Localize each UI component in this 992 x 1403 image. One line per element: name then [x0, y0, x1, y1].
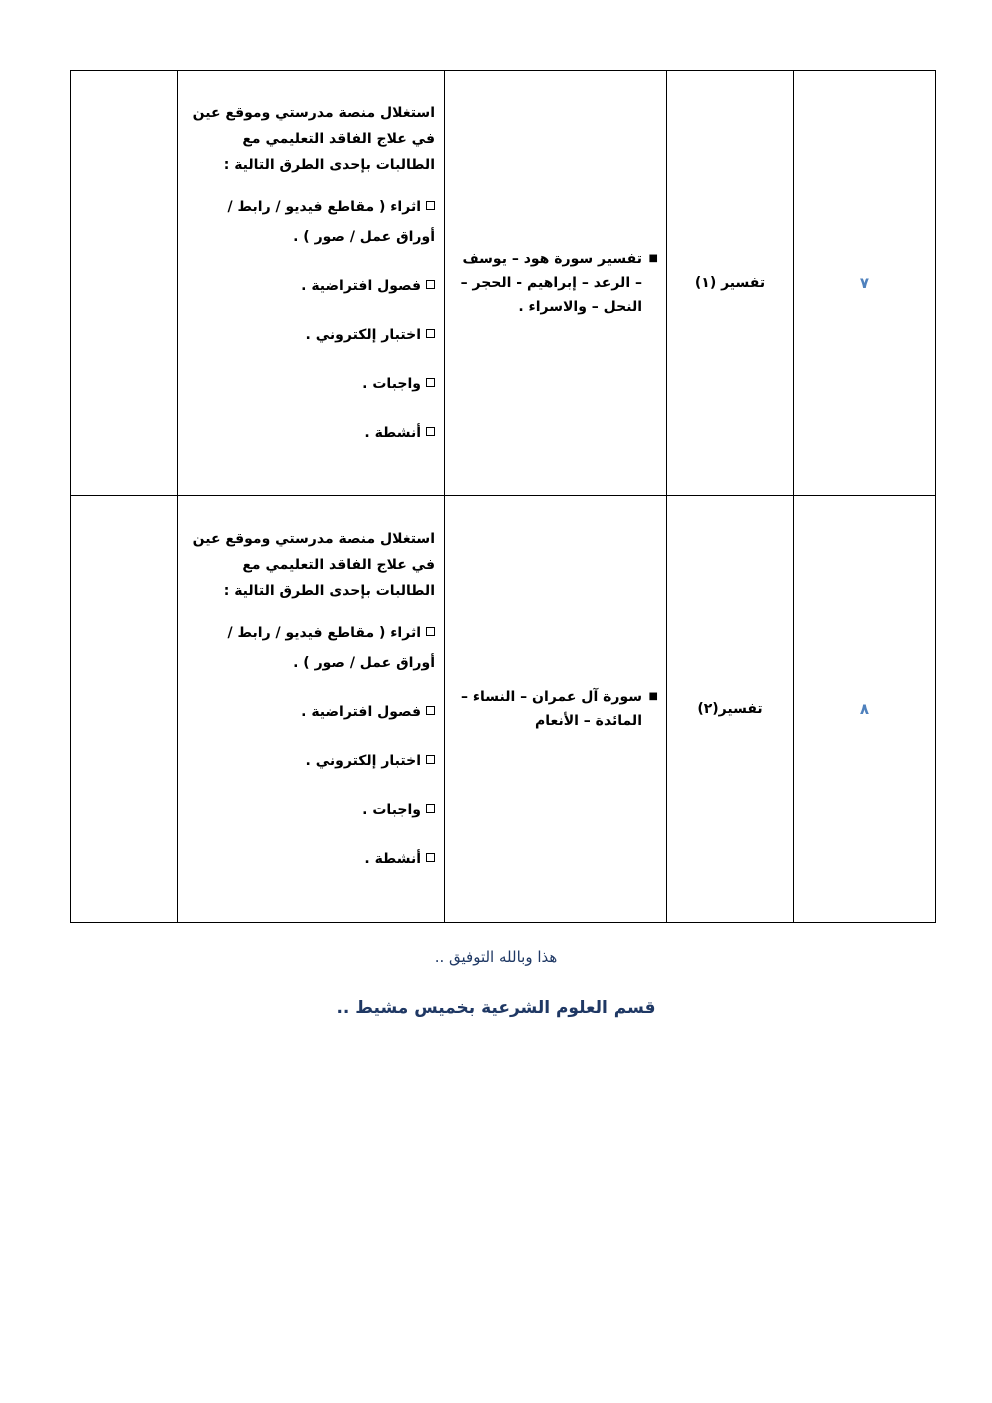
method-item: أنشطة . — [186, 418, 435, 448]
method-item: اختبار إلكتروني . — [186, 746, 435, 776]
methods-intro: استغلال منصة مدرستي وموقع عين في علاج الفاقد التعليمي مع الطالبات بإحدى الطرق التالية : — [192, 530, 435, 599]
square-bullet-icon: ■ — [648, 691, 658, 702]
topic-item: ■ سورة آل عمران – النساء – المائدة – الأنعام — [459, 685, 642, 733]
checkbox-icon — [426, 853, 435, 862]
method-item: اختبار إلكتروني . — [186, 320, 435, 350]
course-name: تفسير(٢) — [667, 496, 794, 923]
plan-table — [70, 70, 936, 923]
topics-cell — [445, 496, 667, 923]
method-item: اثراء ( مقاطع فيديو / رابط / أوراق عمل / صور ) . — [227, 198, 435, 245]
method-item: فصول افتراضية . — [186, 697, 435, 727]
method-item: فصول افتراضية . — [186, 271, 435, 301]
topic-item: ■ تفسير سورة هود – يوسف – الرعد – إبراهيم - الحجر – النحل – والاسراء . — [459, 247, 642, 319]
checkbox-icon — [426, 627, 435, 636]
table-row — [71, 496, 936, 923]
checkbox-icon — [426, 755, 435, 764]
checkbox-icon — [426, 201, 435, 210]
course-name: تفسير (١) — [667, 71, 794, 496]
checkbox-icon — [426, 280, 435, 289]
closing-text: هذا وبالله التوفيق .. — [434, 948, 558, 966]
checkbox-icon — [426, 329, 435, 338]
method-item: اثراء ( مقاطع فيديو / رابط / أوراق عمل / صور ) . — [227, 624, 435, 671]
row-number: ٨ — [794, 496, 936, 923]
methods-intro: استغلال منصة مدرستي وموقع عين في علاج الفاقد التعليمي مع الطالبات بإحدى الطرق التالية : — [192, 104, 435, 173]
methods-cell — [178, 71, 445, 496]
department-signature: قسم العلوم الشرعية بخميس مشيط .. — [336, 998, 656, 1018]
checkbox-icon — [426, 706, 435, 715]
topics-cell — [445, 71, 667, 496]
methods-cell — [178, 496, 445, 923]
checkbox-icon — [426, 378, 435, 387]
method-item: أنشطة . — [186, 844, 435, 874]
empty-cell — [71, 496, 178, 923]
method-item: واجبات . — [186, 369, 435, 399]
checkbox-icon — [426, 804, 435, 813]
table-row — [71, 71, 936, 496]
square-bullet-icon: ■ — [648, 253, 658, 264]
method-item: واجبات . — [186, 795, 435, 825]
row-number: ٧ — [794, 71, 936, 496]
empty-cell — [71, 71, 178, 496]
checkbox-icon — [426, 427, 435, 436]
